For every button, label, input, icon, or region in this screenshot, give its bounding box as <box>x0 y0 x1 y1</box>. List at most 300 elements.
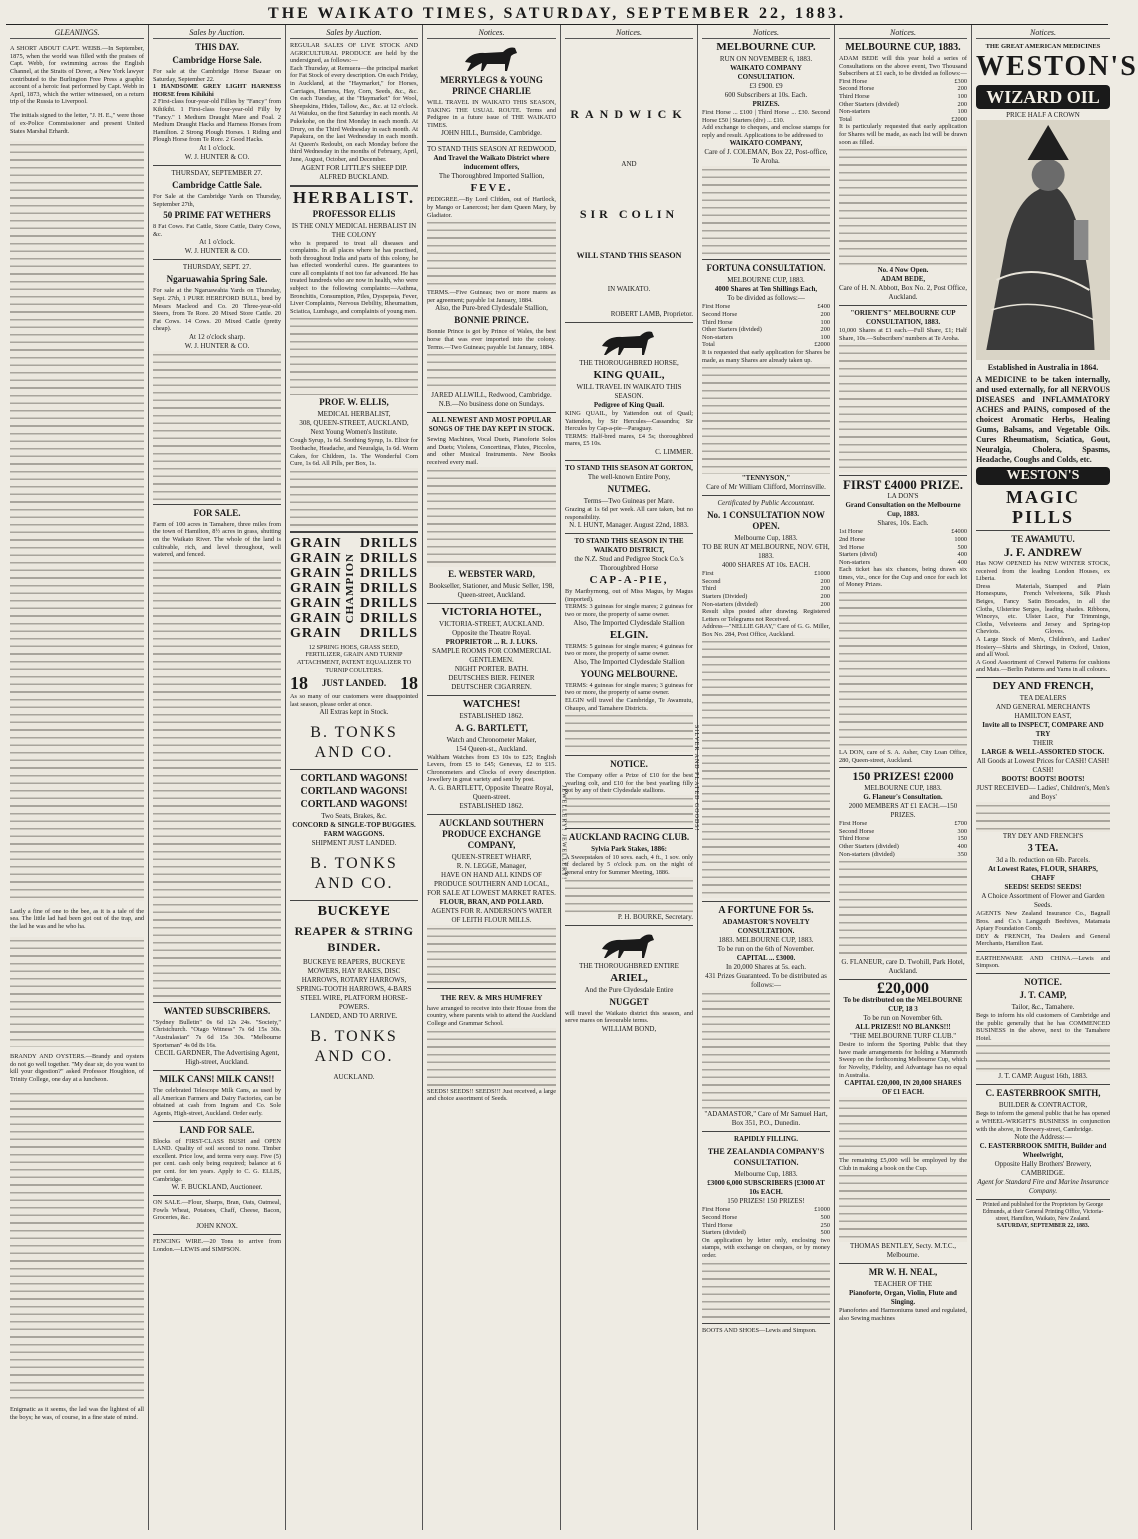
article-paragraph: Lastly a fine of one to the bee, as it is a tale of the sea. The little lad had been got out of the trap, and the lad he was and he who ha. <box>10 907 144 930</box>
ad-body: PEDIGREE.—By Lord Clifden, out of Hartlock, by Mango or Lanercost; her dam Queen Mary, by Gladiator. <box>427 196 556 219</box>
reaper-title: REAPER & STRING BINDER. <box>294 924 414 955</box>
ad-title: AUCKLAND SOUTHERN PRODUCE EXCHANGE COMPANY, <box>439 817 544 850</box>
ad-signature: CECIL GARDNER, The Advertising Agent, High-street, Auckland. <box>154 1049 280 1067</box>
prize-row <box>702 1214 830 1222</box>
article-text-block <box>10 1090 144 1400</box>
ad-slogan: LARGE & WELL-ASSORTED STOCK. <box>981 747 1105 756</box>
prize-amount: £4000 <box>951 528 967 536</box>
ad-body: 10,000 Shares at £1 each.—Full Share, £1; Half Share, 10s.—Subscribers' numbers at Te Aroha. <box>839 327 967 342</box>
ad-body: AGENTS FOR R. ANDERSON'S WATER OF LEITH FLOUR MILLS. <box>431 906 552 924</box>
ad-address: HAMILTON EAST, <box>1014 711 1072 720</box>
ad-list: Dress Materials, Homespuns, French Beiges, Fancy Satin Cloths, Ulsterine Serges, Winceys, etc. Ulster Cloths, Velveteens and Cheviots. <box>976 582 1041 636</box>
ad-subtitle: To be run on November 6th. <box>863 1014 943 1023</box>
ad-body: "Sydney Bulletin" 0s 6d 12s 24s. "Society," Christchurch. "Otago Witness" 7s 6d 15s 30s. "Australasian" 7s 6d 15s 30s. "Melbourne Sportsman" 4s 0d 8s 16s. <box>153 1018 281 1049</box>
ad-title: MELBOURNE CUP, 1883. <box>845 42 961 53</box>
ad-bigprize: £20,000 <box>877 980 929 998</box>
prize-label: Non-starters <box>702 333 734 341</box>
article-text-block <box>427 925 556 985</box>
ad-title: WILL STAND THIS SEASON <box>576 251 682 260</box>
ad-body: A Sweepstakes of 10 sovs. each, 4 ft., 1 sov. only if declared by 5 o'clock p.m. on the night of general entry for Summer Meeting, 1886. <box>565 853 693 877</box>
number-18: 18 <box>399 672 418 693</box>
prize-row <box>702 319 830 327</box>
ad-body: At Lowest Rates, FLOUR, SHARPS, CHAFF <box>988 864 1098 882</box>
ad-note: ALL PRIZES!! NO BLANKS!!! <box>855 1023 951 1032</box>
ad-name: J. F. ANDREW <box>1003 545 1083 559</box>
ad-address: Care of H. N. Abbott, Box No. 2, Post Office, Auckland. <box>839 284 967 302</box>
ad-title: MILK CANS! MILK CANS!! <box>159 1074 275 1085</box>
ad-note: All Extras kept in Stock. <box>319 708 389 717</box>
ad-title: NOTICE. <box>1024 977 1062 988</box>
article-text-block <box>10 937 144 1047</box>
column-gleanings <box>6 25 149 1530</box>
ad-title: MERRYLEGS & YOUNG PRINCE CHARLIE <box>440 75 543 96</box>
prize-label: Second Horse <box>702 1214 738 1222</box>
article-text-block <box>839 146 967 266</box>
prize-row <box>839 835 967 843</box>
article-paragraph: A SHORT ABOUT CAPT. WEBB.—In September, 1875, when the world was filled with the praises of Capt. Webb, for swimming across the English Channel, at the Straits of Dover, a New York lawyer contributed to the Burlington Free Press a graphic account of a heroic feat performed by Capt. Webb in April, 1873, which the writer witnessed, on a return trip of the Russia to Liverpool. <box>10 45 144 106</box>
prize-label: Third Horse <box>839 835 870 843</box>
ad-note: A Good Assortment of Crewel Patterns for cushions and Mats.—Berlin Patterns and Yarns in all colours. <box>976 658 1110 674</box>
stallion-name: KING QUAIL, <box>593 369 665 381</box>
ad-body: Begs to inform his old customers of Cambridge and the public generally that he has COMMENCED BUSINESS in the above, next to the Tamahere Hotel. <box>976 1012 1110 1042</box>
prize-amount: £400 <box>817 303 830 311</box>
prize-table <box>702 303 830 349</box>
ad-manager: R. N. LEGGE, Manager, <box>456 861 527 870</box>
ad-title: FOR SALE. <box>193 507 241 518</box>
article-text-block <box>976 802 1110 832</box>
hotel-title: VICTORIA HOTEL, <box>441 605 542 618</box>
prize-amount: £2000 <box>814 341 830 349</box>
prize-amount: 200 <box>957 85 967 93</box>
prize-label: Total <box>702 341 715 349</box>
prize-label: 1st Horse <box>839 528 863 536</box>
prize-amount: £1000 <box>814 1206 830 1214</box>
ad-capital: CAPITAL £20,000, IN 20,000 SHARES OF £1 EACH. <box>844 1079 962 1097</box>
ad-note: Note the Address:— <box>1014 1133 1072 1142</box>
prize-amount: 150 <box>957 835 967 843</box>
prize-row <box>702 585 830 593</box>
prize-label: Non-starters (divided) <box>839 850 895 858</box>
ad-price: PRICE HALF A CROWN <box>1006 111 1080 119</box>
ad-body: Grazing at 1s 6d per week. All care taken, but no responsibility. <box>565 505 693 521</box>
ad-address: Address—"NELLIE GRAY," Care of G. G. Miller, Box No. 284, Post Office, Auckland. <box>702 623 831 638</box>
ad-note: All Goods at Lowest Prices for CASH! CASH! CASH! <box>976 756 1110 774</box>
ad-body: A Choice Assortment of Flower and Garden Seeds. <box>981 891 1105 909</box>
ad-body: AGENTS New Zealand Insurance Co., Bagnall Bros. and Co.'s Langguth Beehives, Matamata Apiary Foundation Comb. <box>976 909 1110 933</box>
prize-label: First Horse <box>702 1206 731 1214</box>
wizard-illustration <box>976 120 1110 360</box>
ad-body: Add exchange to cheques, and enclose stamps for reply and result. Applications to be addressed to <box>702 124 830 139</box>
ad-body: First Horse ... £100 | Third Horse ... £30. Second Horse £50 | Starters (div) ... £10. <box>702 109 830 124</box>
prize-amount: 100 <box>820 333 830 341</box>
ad-signature: N. I. HUNT, Manager. August 22nd, 1883. <box>569 521 689 530</box>
column-header: Notices. <box>976 27 1110 39</box>
prize-row <box>702 303 830 311</box>
prize-table <box>702 1206 830 1236</box>
grain-word: GRAIN <box>290 535 342 551</box>
ad-name: MR W. H. NEAL, <box>868 1267 938 1278</box>
prize-amount: £2000 <box>951 115 967 123</box>
ad-subtitle: To be distributed on the MELBOURNE CUP, 18 3 <box>843 996 963 1014</box>
ad-subtitle: Thoroughbred Horse <box>599 564 659 573</box>
article-text-block <box>290 468 418 528</box>
article-text-block <box>290 315 418 395</box>
ad-subtitle: The well-known Entire Pony, <box>587 472 671 481</box>
column-notices-4 <box>835 25 972 1530</box>
prize-row <box>839 528 967 536</box>
prize-amount: 400 <box>957 551 967 559</box>
prize-label: Non-starters <box>839 108 871 116</box>
ad-role: TEA DEALERS <box>1019 693 1067 702</box>
ad-subtitle: WAIKATO COMPANY CONSULTATION. <box>730 64 802 81</box>
grain-word: GRAIN <box>290 595 342 611</box>
prize-row <box>702 1222 830 1230</box>
ad-intro: Also, the Pure-bred Clydesdale Stallion, <box>435 304 548 313</box>
prize-table <box>839 528 967 566</box>
drills-word: DRILLS <box>359 535 418 551</box>
sale-body: For sale at the Ngaruawahia Yards on Thursday, Sept. 27th, 1 PURE HEREFORD BULL, bred by Messrs Macleod and Co. 20 Three-year-old Steers, from Te Rore. 20 Mixed Store Cattle. 20 Fat Cows. 14 Cows. 20 Mixed Cattle (pretty cheap). <box>153 287 281 333</box>
ad-subtitle: Sylvia Park Stakes, 1886: <box>591 844 667 853</box>
ad-prizes: £3 £900. £9 <box>749 82 783 90</box>
tonks-name: B. TONKS AND CO. <box>310 1028 398 1066</box>
ad-intro: TO STAND THIS SEASON AT REDWOOD, <box>427 145 556 154</box>
ad-note: N.B.—No business done on Sundays. <box>438 400 545 409</box>
ad-body: FENCING WIRE.—20 Tons to arrive from London.—LEWIS and SIMPSON. <box>153 1237 281 1253</box>
ad-signature: PROF. W. ELLIS, <box>319 397 389 408</box>
masthead <box>6 4 1108 25</box>
ad-subtitle: MELBOURNE CUP, 1883. <box>864 784 942 793</box>
ad-note: RAPIDLY FILLING. <box>733 1135 799 1144</box>
prize-label: Third <box>702 585 716 593</box>
sale-day: THURSDAY, SEPT. 27. <box>182 263 252 272</box>
prize-row <box>702 578 830 586</box>
column-notices-3 <box>698 25 835 1530</box>
article-text-block <box>839 858 967 958</box>
column-header: Notices. <box>565 27 693 39</box>
column-header: Notices. <box>702 27 830 39</box>
prize-amount: 100 <box>957 108 967 116</box>
grain-word: GRAIN <box>290 625 342 641</box>
ad-established: ESTABLISHED 1862. <box>459 801 524 810</box>
ad-body: will travel the Waikato district this season, and serve mares on favourable terms. <box>565 1009 693 1025</box>
column-header: Sales by Auction. <box>153 27 281 39</box>
ad-proprietor: PROPRIETOR ... R. J. LUKS. <box>445 637 538 646</box>
ad-body: It is particularly requested that early application for Shares will be made, as each list will be drawn soon as filled. <box>839 123 967 146</box>
prize-row <box>702 570 830 578</box>
prize-amount: 200 <box>820 585 830 593</box>
ad-body: FLOUR, BRAN, AND POLLARD. <box>439 897 544 906</box>
ad-title: PROFESSOR ELLIS <box>312 208 396 219</box>
prize-row <box>839 78 967 86</box>
ad-subtitle: Melbourne Cup, 1883. <box>734 1170 798 1179</box>
stallion-name: YOUNG MELBOURNE. <box>580 668 678 679</box>
ad-location: IN WAIKATO. <box>607 285 651 293</box>
prize-amount: 400 <box>957 843 967 851</box>
ad-address: QUEEN-STREET WHARF, <box>451 852 532 861</box>
sale-day: THIS DAY. <box>195 42 239 52</box>
ad-body: Result slips posted after drawing. Registered Letters or Telegrams not Received. <box>702 608 830 623</box>
magic-pills-logo: MAGIC PILLS <box>1006 487 1080 527</box>
horse-icon <box>594 929 664 959</box>
ad-established: ESTABLISHED 1862. <box>459 711 524 720</box>
ad-address: Care of J. COLEMAN, Box 22, Post-office, Te Aroha. <box>704 148 828 166</box>
ad-body: A MEDICINE to be taken internally, and used externally, for all NERVOUS DISEASES and INFLAMMATORY ACHES and PAINS, composed of the choicest Aromatic Herbs, Healing Gums, Balsams, and Vegetable Oils. Cures Rheumatism, Sciatica, Gout, Neuralgia, Cholera, Spasms, Headache, Coughs and Colds, etc. <box>976 375 1110 464</box>
ad-title: WANTED SUBSCRIBERS. <box>163 1005 271 1016</box>
article-text-block <box>839 1172 967 1242</box>
prize-amount: 200 <box>957 100 967 108</box>
ad-signature: WILLIAM BOND, <box>601 1024 657 1033</box>
imprint-text: Printed and published for the Proprietors by George Edmunds, at their General Printing Office, Victoria-street, Hamilton, Waikato, New Zealand. <box>982 1202 1104 1223</box>
article-text-block <box>10 141 144 901</box>
prize-table <box>839 820 967 858</box>
ad-subtitle: PRIZES. <box>752 100 780 108</box>
ad-body: HAVE ON HAND ALL KINDS OF PRODUCE SOUTHERN AND LOCAL, FOR SALE AT LOWEST MARKET RATES. <box>427 870 556 897</box>
sale-signature: W. J. HUNTER & CO. <box>184 152 250 161</box>
article-text-block <box>153 559 281 999</box>
ad-address: Next Young Women's Institute. <box>310 428 398 437</box>
prize-amount: 400 <box>957 558 967 566</box>
ad-address: Bookseller, Stationer, and Music Seller, 198, Queen-street, Auckland. <box>429 581 554 599</box>
ad-terms: TERMS: 5 guineas for single mares; 4 guineas for two or more, the property of same owner. <box>565 642 693 658</box>
prize-amount: 200 <box>820 600 830 608</box>
imprint <box>976 1199 1110 1230</box>
ad-body: Bonnie Prince is got by Prince of Wales, the best horse that was ever imported into the colony. Terms.—Two Guineas; payable 1st January, 1884. <box>427 328 556 351</box>
prize-label: Third Horse <box>702 1221 733 1229</box>
ad-terms: TERMS: 4 guineas for single mares; 3 guineas for two or more, the property of same owner. <box>565 681 693 697</box>
ad-terms: TERMS.—Five Guineas; two or more mares as per agreement; payable 1st January, 1884. <box>427 289 556 304</box>
ad-shares: In 20,000 Shares at 5s. each. <box>725 963 807 972</box>
ad-shares: 4000 Shares at Ten Shillings Each, <box>714 285 818 294</box>
tonks-name: B. TONKS AND CO. <box>310 855 398 893</box>
ad-subtitle: ADAMASTOR'S NOVELTY CONSULTATION. <box>722 918 810 936</box>
prize-label: Second Horse <box>839 85 875 93</box>
ad-note: To be divided as follows:— <box>727 294 805 303</box>
column-notices-5 <box>972 25 1138 1530</box>
article-text-block <box>565 877 693 913</box>
ad-body: Blocks of FIRST-CLASS BUSH and OPEN LAND. Quality of soil second to none. Timber excellent. Price low, and terms very easy. Five (5) per cent. cash only being required; balance at 6 per cent. for ten years. Apply to C. G. ELLIS, Cambridge. <box>153 1137 281 1183</box>
prize-amount: 500 <box>820 1214 830 1222</box>
ad-signature: C. EASTERBROOK SMITH, Builder and Wheelwright, <box>979 1142 1107 1160</box>
ad-signature: THOMAS BENTLEY, Secty. M.T.C., Melbourne. <box>849 1242 957 1260</box>
ad-intro: THE THOROUGHBRED ENTIRE <box>579 961 679 970</box>
article-text-block <box>702 166 830 256</box>
sale-signature: W. J. HUNTER & CO. <box>184 341 250 350</box>
column-sales-by-auction-1 <box>149 25 286 1530</box>
ad-terms: TERMS: 3 guineas for single mares; 2 guineas for two or more, the property of same owner. <box>565 603 693 618</box>
ad-body: have arranged to receive into their House from the country, where parents wish to attend the Auckland College and Grammar School. <box>427 1004 556 1028</box>
prize-label: First Horse <box>839 77 868 85</box>
ad-title: LAND FOR SALE. <box>179 1124 255 1135</box>
ad-address: LA DON, care of S. A. Asher, City Loan Office, 280, Queen-street, Auckland. <box>839 749 967 764</box>
prize-row <box>839 544 967 552</box>
ad-title: AUCKLAND RACING CLUB. <box>568 831 690 842</box>
ad-body: Begs to inform the general public that he has opened a WHEEL-WRIGHT'S BUSINESS in conjunction with the above, in Brewery-street, Cambridge. <box>976 1110 1110 1133</box>
stallion-name: CAP-A-PIE, <box>589 574 669 587</box>
ad-intro: THE THOROUGHBRED HORSE, <box>579 359 679 367</box>
article-text-block <box>702 990 830 1110</box>
ad-title: BOOTS! BOOTS! BOOTS! <box>1001 774 1085 783</box>
sale-body: For Sale at the Cambridge Yards on Thursday, September 27th, <box>153 192 281 208</box>
article-text-block <box>427 1028 556 1088</box>
ad-city: AUCKLAND. <box>333 1073 375 1082</box>
prize-label: Other Starters (divided) <box>839 843 899 851</box>
ad-signature: ROBERT LAMB, Proprietor. <box>610 310 693 318</box>
cortland-line: CORTLAND WAGONS! <box>300 773 408 785</box>
article-text-block <box>839 342 967 472</box>
ad-established: Established in Australia in 1864. <box>987 363 1099 372</box>
ad-signature: G. FLANEUR, care D. Twohill, Park Hotel, Auckland. <box>841 958 965 976</box>
prize-row <box>839 108 967 116</box>
prize-label: Third Horse <box>702 318 733 326</box>
article-paragraph: The initials signed to the letter, "J. H. E.," were those of ex-Police Commissioner and present United States Marshal Erhardt. <box>10 112 144 135</box>
stallion-name: NUTMEG. <box>607 483 651 494</box>
article-text-block <box>565 795 693 825</box>
prize-label: Non-starters (divided) <box>702 600 758 608</box>
article-text-block <box>153 351 281 501</box>
stallion-name: ELGIN. <box>609 628 649 641</box>
article-text-block <box>427 467 556 567</box>
ad-body: ON SALE.—Flour, Sharps, Bran, Oats, Oatmeal, Fowls Wheat, Potatoes, Chaff, Cheese, Bacon, Groceries, &c. <box>153 1199 281 1222</box>
ad-list: BUCKEYE REAPERS, BUCKEYE MOWERS, HAY RAKES, DISC HARROWS, ROTARY HARROWS, SPRING-TOOTH HARROWS, 4-BARS STEEL WIRE, PLATFORM HORSE-POWERS. <box>296 958 412 1012</box>
ad-bigprize: FIRST £4000 PRIZE. <box>842 477 964 493</box>
prize-label: 2nd Horse <box>839 535 866 543</box>
westons-logo: WESTON'S <box>976 51 1138 82</box>
column-notices-2 <box>561 25 698 1530</box>
ad-body: Waltham Watches from £3 10s to £25; English Levers, from £5 to £45; Genevas, £2 to £15. Chronometers and Clocks of every description. Jewellery in great variety and sent by post. <box>427 753 556 784</box>
ad-signature: JOHN HILL, Burnside, Cambridge. <box>441 129 542 138</box>
ad-note: Certificated by Public Accountant. <box>717 499 815 508</box>
ad-title: FORTUNA CONSULTATION. <box>706 263 826 274</box>
ad-title: TRY DEY AND FRENCH'S <box>1002 831 1084 840</box>
ad-body: On application by letter only, enclosing two stamps, with exchange on cheques, or by money order. <box>702 1236 830 1260</box>
article-text-block <box>427 219 556 289</box>
prize-amount: 100 <box>957 92 967 100</box>
prize-amount: 500 <box>957 543 967 551</box>
stallion-name: RANDWICK <box>570 107 688 121</box>
ad-subtitle: MELBOURNE CUP, 1883. <box>727 276 805 285</box>
ad-address: VICTORIA-STREET, AUCKLAND. Opposite the Theatre Royal. <box>439 619 544 637</box>
ad-prizes: 431 Prizes Guaranteed. To be distributed as follows:— <box>705 972 827 990</box>
column-header: Notices. <box>839 27 967 39</box>
ad-role: AND GENERAL MERCHANTS <box>995 702 1091 711</box>
ad-title: SEEDS! SEEDS! SEEDS! <box>1004 882 1082 891</box>
jewellery-vertical: JEWELLERY! JEWELLERY! <box>560 785 567 881</box>
ad-list: Stamped and Plain Velveteens, Silk Plush Brocades, in all the leading shades. Ribbons, Lace, Fur Trimmings, Jersey and Spring-top Gloves. <box>1045 582 1110 636</box>
ad-address: 308, QUEEN-STREET, AUCKLAND, <box>299 419 409 428</box>
ad-body: Cough Syrup, 1s 6d. Soothing Syrup, 1s. Elixir for Toothache, Headache, and Neuralgia, 1s 6d. Worm Cakes, for Children, 1s. The Wonderful Corn Cure, 1s 6d. All Pills, per Box, 1s. <box>290 437 418 468</box>
ad-body: ELGIN will travel the Cambridge, Te Awamutu, Ohaupo, and Tamahere Districts. <box>565 696 693 712</box>
prize-amount: 200 <box>820 592 830 600</box>
prize-label: Other Starters (divided) <box>839 100 899 108</box>
ad-subtitle: To be run on the 6th of November. <box>717 945 815 954</box>
prize-row <box>702 593 830 601</box>
ad-signature: W. F. BUCKLAND, Auctioneer. <box>171 1183 263 1192</box>
sale-body: For sale at the Cambridge Horse Bazaar on Saturday, September 22. <box>153 68 281 83</box>
ad-subtitle: Pianoforte, Organ, Violin, Flute and Singing. <box>849 1289 957 1307</box>
prize-amount: £300 <box>954 77 967 85</box>
ad-subtitle: RUN ON NOVEMBER 6, 1883. <box>719 55 813 63</box>
ad-title: G. Flaneur's Consultation. <box>863 793 943 802</box>
ad-shares: 600 Subscribers at 10s. Each. <box>724 91 808 99</box>
prize-label: Other Starters (divided) <box>702 326 762 334</box>
champion-vertical: CHAMPION <box>343 553 356 624</box>
prize-row <box>702 311 830 319</box>
ad-name: J. T. CAMP, <box>1019 990 1067 1001</box>
ad-body: The Company offer a Prize of £10 for the best yearling colt, and £10 for the best yearling filly got by any of their Clydesdale stallions. <box>565 772 693 795</box>
ad-subtitle: IS THE ONLY MEDICAL HERBALIST IN THE COLONY <box>291 221 417 239</box>
prize-amount: £1000 <box>814 570 830 578</box>
grain-word: GRAIN <box>290 610 342 626</box>
ad-title: MELBOURNE CUP. <box>716 41 816 53</box>
article-text-block <box>565 712 693 752</box>
ad-name: A. G. BARTLETT, <box>455 722 528 733</box>
ad-body: JUST RECEIVED— Ladies', Children's, Men's and Boys' <box>976 783 1110 801</box>
stallion-name: FEVE. <box>470 182 513 195</box>
ad-intro: And Travel the Waikato District where inducement offers, <box>433 154 550 172</box>
ad-body: KING QUAIL, by Yattendon out of Quail; Yattendon, by Sir Hercules—Cassandra; Sir Hercules by Cap-a-pie—Paraguay. <box>565 410 693 433</box>
ad-title: THE REV. & MRS HUMFREY <box>440 992 543 1002</box>
ad-body: It is requested that early application for Shares be made, as many Shares are already taken up. <box>702 348 830 364</box>
ad-signature: DEY & FRENCH, Tea Dealers and General Merchants, Hamilton East. <box>976 932 1110 948</box>
prize-label: Third Horse <box>839 92 870 100</box>
ad-body: 12 SPRING HOES, GRASS SEED, FERTILIZER, GRAIN AND TURNIP ATTACHMENT, PATENT EQUALIZER TO TURNIP COULTERS. <box>296 643 412 674</box>
ad-body: Farm of 100 acres in Tamahere, three miles from the town of Hamilton, 8½ acres in grass, shutting on the Waikato River. The whole of the land is cultivable, rich, and level throughout, well watered, and fenced. <box>153 520 281 559</box>
westons-logo: WESTON'S <box>976 467 1110 485</box>
prize-label: Non-starters <box>839 558 871 566</box>
prize-label: 3rd Horse <box>839 543 865 551</box>
ad-name: ADAM BEDE, <box>880 275 926 284</box>
ad-signature: J. T. CAMP. August 16th, 1883. <box>998 1072 1088 1081</box>
article-text-block <box>976 1042 1110 1072</box>
sale-title: Cambridge Cattle Sale. <box>172 179 262 190</box>
just-landed-banner <box>290 672 418 693</box>
ad-title: 3 TEA. <box>1027 842 1059 854</box>
drills-word: DRILLS <box>359 595 418 611</box>
column-header: GLEANINGS. <box>10 27 144 39</box>
ad-body: EARTHENWARE AND CHINA.—Lewis and Simpson. <box>976 954 1110 970</box>
ad-subtitle: Two Seats, Brakes, &c. <box>321 812 387 821</box>
grain-word: GRAIN <box>290 565 342 581</box>
prize-row <box>702 1229 830 1237</box>
prize-label: Second <box>702 577 721 585</box>
ad-title: Grand Consultation on the Melbourne Cup, 1883. <box>845 501 961 519</box>
watches-title: WATCHES! <box>462 697 521 710</box>
columns <box>6 25 1138 1530</box>
prize-row <box>702 334 830 342</box>
ad-note: AGENT FOR LITTLE'S SHEEP DIP. <box>300 163 408 172</box>
horse-icon <box>457 42 527 72</box>
just-landed-text: JUST LANDED. <box>321 678 387 689</box>
ad-and: AND <box>621 160 637 168</box>
ad-subtitle: CONCORD & SINGLE-TOP BUGGIES. FARM WAGGONS. <box>292 821 416 839</box>
ad-subtitle: the N.Z. Stud and Pedigree Stock Co.'s <box>574 555 684 564</box>
ad-role: Tailor, &c., Tamahere. <box>1011 1003 1075 1012</box>
ad-body: Desire to inform the Sporting Public that they have made arrangements for holding a Mammoth Sweep on the forthcoming Melbourne Cup, which for Novelty, Fidelity, and Advantage has no equal in Australia. <box>839 1041 967 1079</box>
ad-intro: TO STAND THIS SEASON IN THE WAIKATO DISTRICT, <box>574 537 684 555</box>
prize-amount: 250 <box>820 1221 830 1229</box>
masthead-title: THE WAIKATO TIMES, SATURDAY, SEPTEMBER 22, 1883. <box>268 5 846 22</box>
ad-signature: C. LIMMER. <box>655 447 693 456</box>
sale-title: Cambridge Horse Sale. <box>172 55 262 65</box>
ad-title: THE ZEALANDIA COMPANY'S CONSULTATION. <box>707 1147 825 1168</box>
ad-body: Each ticket has six chances, being drawn six times, viz., once for the Cup and once for each lot of Money Prizes. <box>839 566 967 589</box>
prize-label: Starters (divided) <box>702 1229 746 1237</box>
sale-signature: W. J. HUNTER & CO. <box>184 247 250 256</box>
ad-shares: £3000 6,000 SUBSCRIBERS [£3000 AT 10s EACH. <box>707 1179 825 1197</box>
ad-subtitle: Melbourne Cup, 1883. <box>734 534 798 543</box>
ad-intro: And the Pure Clydesdale Entire <box>584 985 674 994</box>
ad-body: ADAM BEDE will this year hold a series of Consultations on the above event, Two Thousand Subscribers at £1 each, to be divided as follows:— <box>839 55 967 78</box>
